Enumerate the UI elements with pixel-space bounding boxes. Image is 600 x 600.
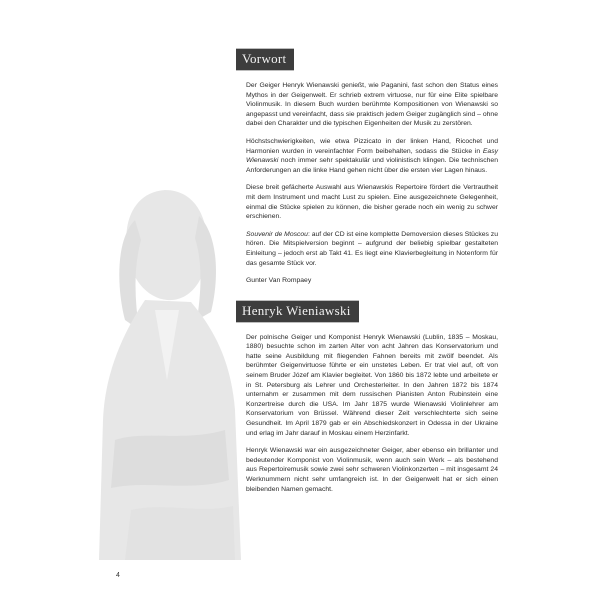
vorwort-body — [246, 81, 498, 286]
vorwort-paragraph-2-start: Höchstschwierigkeiten, wie etwa Pizzicato in der linken Hand, Ricochet und Harmonien wurden in vereinfachter Form beibehalten, sodass die Stücke in — [246, 137, 498, 155]
composer-portrait-image — [95, 180, 245, 560]
author-signature: Gunter Van Rompaey — [246, 277, 312, 285]
text-column — [232, 48, 498, 502]
piece-title-italic: Souvenir de Moscou — [246, 230, 308, 238]
book-title-italic: Easy Wienawski — [246, 147, 498, 165]
biography-body — [246, 333, 498, 495]
vorwort-paragraph-2 — [246, 137, 498, 175]
biography-paragraph-1: Der polnische Geiger und Komponist Henryk Wienawski (Lublin, 1835 – Moskau, 1880) besuchte schon im zarten Alter von acht Jahren das Konservatorium und hatte seine Ausbildung mit fliegenden Fahnen bereits mit zwölf beendet. Als berühmter Geigenvirtuose führte er ein unstetes Leben. Er trat viel auf, oft von seinem Bruder Józef am Klavier begleitet. Von 1860 bis 1872 lebte und arbeitete er in St. Petersburg als Lehrer und Orchesterleiter. In den Jahren 1872 bis 1874 unternahm er zusammen mit dem russischen Pianisten Anton Rubinstein eine Konzertreise durch die USA. Im Jahr 1875 wurde Wienawski Violinlehrer am Konservatorium von Brüssel. Während dieser Zeit verschlechterte sich seine Gesundheit. Im April 1879 gab er ein Abschiedskonzert in Odessa in der Ukraine und erlag im Jahr darauf in Moskau einem Herzinfarkt. — [246, 333, 498, 437]
vorwort-heading: Vorwort — [236, 48, 294, 71]
vorwort-paragraph-4-end: : auf der CD ist eine komplette Demoversion dieses Stückes zu hören. Die Mitspielversion beginnt – aufgrund der beliebig spielbar gestalteten Einleitung – jedoch erst ab Takt 41. Es liegt eine Klavierbegleitung in Notenform für das gesamte Stück vor. — [246, 230, 498, 267]
vorwort-paragraph-1: Der Geiger Henryk Wienawski genießt, wie Paganini, fast schon den Status eines Mythos in der Geigenwelt. Er schrieb extrem virtuose, nur für eine Elite spielbare Violinmusik. In diesem Buch wurden berühmte Kompositionen von Wienawski so angepasst und vereinfacht, dass sie praktisch jedem Geiger zugänglich sind – ohne dabei den Charakter und die typischen Eigenheiten der Musik zu zerstören. — [246, 82, 498, 128]
vorwort-paragraph-2-end: noch immer sehr spektakulär und violinistisch klingen. Die technischen Anforderungen an die linke Hand gehen nicht über die ersten vier Lagen hinaus. — [246, 157, 498, 174]
vorwort-paragraph-3: Diese breit gefächerte Auswahl aus Wienawskis Repertoire fördert die Vertrautheit mit dem Instrument und macht Lust zu spielen. Eine ausgezeichnete Gelegenheit, einmal die Stücke spielen zu können, die bisher gerade noch ein wenig zu schwer erschienen. — [246, 184, 498, 221]
biography-heading: Henryk Wieniawski — [236, 300, 359, 323]
vorwort-paragraph-4 — [246, 230, 498, 268]
biography-paragraph-2: Henryk Wienawski war ein ausgezeichneter Geiger, aber ebenso ein brillanter und bedeutender Komponist von Violinmusik, wenn auch sein Werk – als bestehend aus Repertoiremusik sowie zwei sehr schweren Violinkonzerten – mit insgesamt 24 Werknummern nicht sehr umfangreich ist. In der Geigenwelt hat er sich einen bleibenden Namen gemacht. — [246, 447, 498, 493]
page-number: 4 — [116, 572, 120, 579]
